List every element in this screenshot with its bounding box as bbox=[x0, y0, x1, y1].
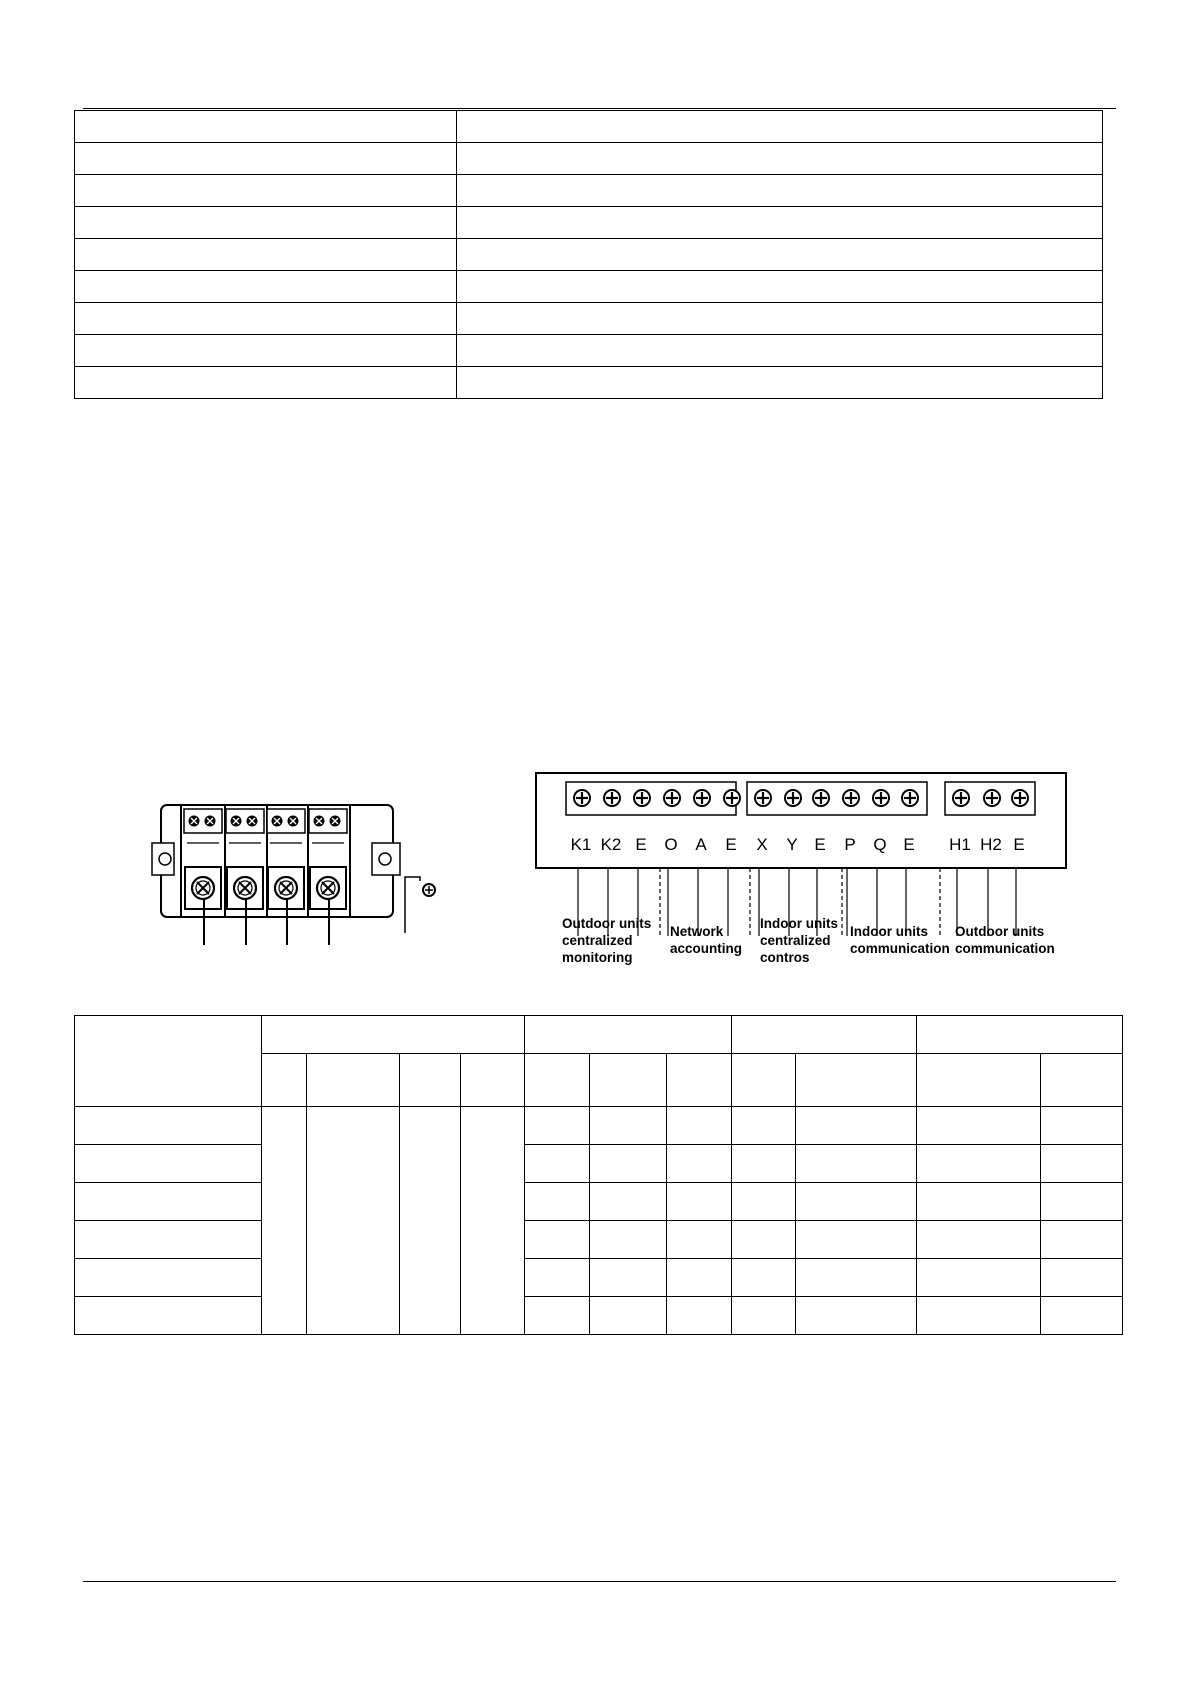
footer-rule bbox=[83, 1581, 1116, 1582]
table-cell bbox=[525, 1221, 590, 1259]
table-cell bbox=[732, 1145, 796, 1183]
controller-terminal-diagram bbox=[530, 768, 1075, 983]
terminal-label: E bbox=[814, 835, 826, 854]
table-cell bbox=[457, 175, 1103, 207]
table-row bbox=[75, 1259, 1123, 1297]
table-header-cell bbox=[525, 1054, 590, 1107]
terminal-label: O bbox=[664, 835, 678, 854]
table-cell bbox=[457, 207, 1103, 239]
table-cell bbox=[590, 1297, 667, 1335]
table-header-cell bbox=[262, 1054, 307, 1107]
table-cell bbox=[75, 367, 457, 399]
table-row bbox=[75, 239, 1103, 271]
table-header-cell bbox=[1041, 1054, 1123, 1107]
table-cell bbox=[1041, 1297, 1123, 1335]
caption-outdoor-monitoring: monitoring bbox=[562, 950, 633, 965]
table-cell bbox=[75, 111, 457, 143]
table-cell bbox=[590, 1221, 667, 1259]
screw-terminal bbox=[843, 790, 859, 806]
table-row bbox=[75, 175, 1103, 207]
table-row bbox=[75, 271, 1103, 303]
table-cell bbox=[667, 1145, 732, 1183]
caption-indoor-centralized: contros bbox=[760, 950, 810, 965]
table-cell bbox=[525, 1297, 590, 1335]
table-cell bbox=[457, 239, 1103, 271]
table-cell bbox=[667, 1297, 732, 1335]
terminal-cell bbox=[184, 805, 225, 945]
terminal-label: H1 bbox=[949, 835, 971, 854]
table-cell bbox=[525, 1259, 590, 1297]
caption-indoor-centralized: centralized bbox=[760, 933, 831, 948]
table-cell bbox=[400, 1107, 461, 1335]
table-cell bbox=[590, 1145, 667, 1183]
table-row bbox=[75, 1145, 1123, 1183]
table-cell bbox=[75, 1221, 262, 1259]
table-cell bbox=[667, 1183, 732, 1221]
table-cell bbox=[457, 111, 1103, 143]
table-header-cell bbox=[667, 1054, 732, 1107]
table-cell bbox=[75, 1259, 262, 1297]
table-header-cell bbox=[75, 1016, 262, 1107]
terminal-label: K2 bbox=[600, 835, 622, 854]
table-header-cell bbox=[400, 1054, 461, 1107]
table-header-cell bbox=[796, 1054, 917, 1107]
table-cell bbox=[75, 143, 457, 175]
table-cell bbox=[75, 207, 457, 239]
table-cell bbox=[307, 1107, 400, 1335]
power-terminal-block-diagram bbox=[150, 795, 460, 955]
terminal-label: P bbox=[844, 835, 856, 854]
table-cell bbox=[667, 1259, 732, 1297]
table-row bbox=[75, 207, 1103, 239]
table-cell bbox=[75, 1183, 262, 1221]
terminal-label: E bbox=[903, 835, 915, 854]
table-cell bbox=[590, 1259, 667, 1297]
table-cell bbox=[667, 1107, 732, 1145]
table-cell bbox=[917, 1183, 1041, 1221]
table-cell bbox=[75, 1107, 262, 1145]
screw-terminal bbox=[664, 790, 680, 806]
terminal-label: A bbox=[695, 835, 707, 854]
table-cell bbox=[525, 1107, 590, 1145]
table-cell bbox=[796, 1107, 917, 1145]
table-row bbox=[75, 143, 1103, 175]
screw-terminal bbox=[755, 790, 771, 806]
table-row bbox=[75, 111, 1103, 143]
caption-outdoor-monitoring: centralized bbox=[562, 933, 633, 948]
table-header-cell bbox=[917, 1016, 1123, 1054]
table-row bbox=[75, 303, 1103, 335]
terminal-label: Y bbox=[786, 835, 798, 854]
terminal-label: H2 bbox=[980, 835, 1002, 854]
table-cell bbox=[1041, 1107, 1123, 1145]
terminal-label: Q bbox=[873, 835, 887, 854]
screw-terminal bbox=[813, 790, 829, 806]
table-header-cell bbox=[732, 1016, 917, 1054]
table-header-cell bbox=[917, 1054, 1041, 1107]
table-cell bbox=[75, 239, 457, 271]
table-cell bbox=[75, 303, 457, 335]
table-row bbox=[75, 1183, 1123, 1221]
table-row bbox=[75, 1221, 1123, 1259]
screw-terminal bbox=[1012, 790, 1028, 806]
screw-terminal bbox=[873, 790, 889, 806]
table-cell bbox=[732, 1259, 796, 1297]
caption-indoor-comm: communication bbox=[850, 941, 950, 956]
terminal-cell bbox=[309, 805, 350, 945]
table-cell bbox=[525, 1183, 590, 1221]
caption-indoor-comm: Indoor units bbox=[850, 924, 928, 939]
table-cell bbox=[796, 1259, 917, 1297]
table-cell bbox=[457, 143, 1103, 175]
terminal-label: E bbox=[725, 835, 737, 854]
table-cell bbox=[262, 1107, 307, 1335]
caption-outdoor-comm: Outdoor units bbox=[955, 924, 1045, 939]
table-cell bbox=[525, 1145, 590, 1183]
table-cell bbox=[732, 1221, 796, 1259]
table-header-cell bbox=[732, 1054, 796, 1107]
screw-terminal bbox=[785, 790, 801, 806]
caption-outdoor-comm: communication bbox=[955, 941, 1055, 956]
bottom-table bbox=[74, 1015, 1123, 1335]
table-cell bbox=[917, 1145, 1041, 1183]
screw-terminal bbox=[604, 790, 620, 806]
table-cell bbox=[667, 1221, 732, 1259]
table-cell bbox=[457, 271, 1103, 303]
table-header-cell bbox=[525, 1016, 732, 1054]
table-cell bbox=[75, 1145, 262, 1183]
terminal-label: E bbox=[635, 835, 647, 854]
terminal-label: K1 bbox=[570, 835, 592, 854]
table-row bbox=[75, 335, 1103, 367]
table-row bbox=[75, 1107, 1123, 1145]
screw-terminal bbox=[984, 790, 1000, 806]
table-cell bbox=[1041, 1221, 1123, 1259]
table-cell bbox=[917, 1107, 1041, 1145]
screw-terminal bbox=[694, 790, 710, 806]
table-header-cell bbox=[262, 1016, 525, 1054]
table-cell bbox=[75, 271, 457, 303]
top-table bbox=[74, 110, 1103, 399]
table-cell bbox=[1041, 1183, 1123, 1221]
table-header-cell bbox=[590, 1054, 667, 1107]
caption-network-accounting: accounting bbox=[670, 941, 743, 956]
table-cell bbox=[457, 367, 1103, 399]
table-row bbox=[75, 367, 1103, 399]
table-cell bbox=[457, 335, 1103, 367]
terminal-cell bbox=[267, 805, 308, 945]
table-cell bbox=[590, 1107, 667, 1145]
screw-terminal bbox=[953, 790, 969, 806]
caption-outdoor-monitoring: Outdoor units bbox=[562, 916, 652, 931]
terminal-cell bbox=[226, 805, 267, 945]
screw-terminal bbox=[634, 790, 650, 806]
caption-indoor-centralized: Indoor units bbox=[760, 916, 838, 931]
table-cell bbox=[796, 1221, 917, 1259]
table-row bbox=[75, 1297, 1123, 1335]
screw-terminal bbox=[902, 790, 918, 806]
table-cell bbox=[917, 1221, 1041, 1259]
table-cell bbox=[917, 1259, 1041, 1297]
table-cell bbox=[796, 1297, 917, 1335]
table-cell bbox=[1041, 1145, 1123, 1183]
table-cell bbox=[732, 1107, 796, 1145]
table-cell bbox=[457, 303, 1103, 335]
table-cell bbox=[732, 1297, 796, 1335]
table-cell bbox=[796, 1183, 917, 1221]
table-cell bbox=[590, 1183, 667, 1221]
terminal-label: X bbox=[756, 835, 768, 854]
table-cell bbox=[75, 1297, 262, 1335]
table-header-row bbox=[75, 1016, 1123, 1054]
table-cell bbox=[461, 1107, 525, 1335]
table-cell bbox=[75, 335, 457, 367]
caption-network-accounting: Network bbox=[670, 924, 724, 939]
screw-terminal bbox=[724, 790, 740, 806]
table-cell bbox=[75, 175, 457, 207]
table-header-cell bbox=[307, 1054, 400, 1107]
table-cell bbox=[732, 1183, 796, 1221]
table-cell bbox=[1041, 1259, 1123, 1297]
screw-terminal bbox=[574, 790, 590, 806]
header-rule bbox=[83, 108, 1116, 109]
table-cell bbox=[917, 1297, 1041, 1335]
table-header-cell bbox=[461, 1054, 525, 1107]
table-cell bbox=[796, 1145, 917, 1183]
terminal-label: E bbox=[1013, 835, 1025, 854]
